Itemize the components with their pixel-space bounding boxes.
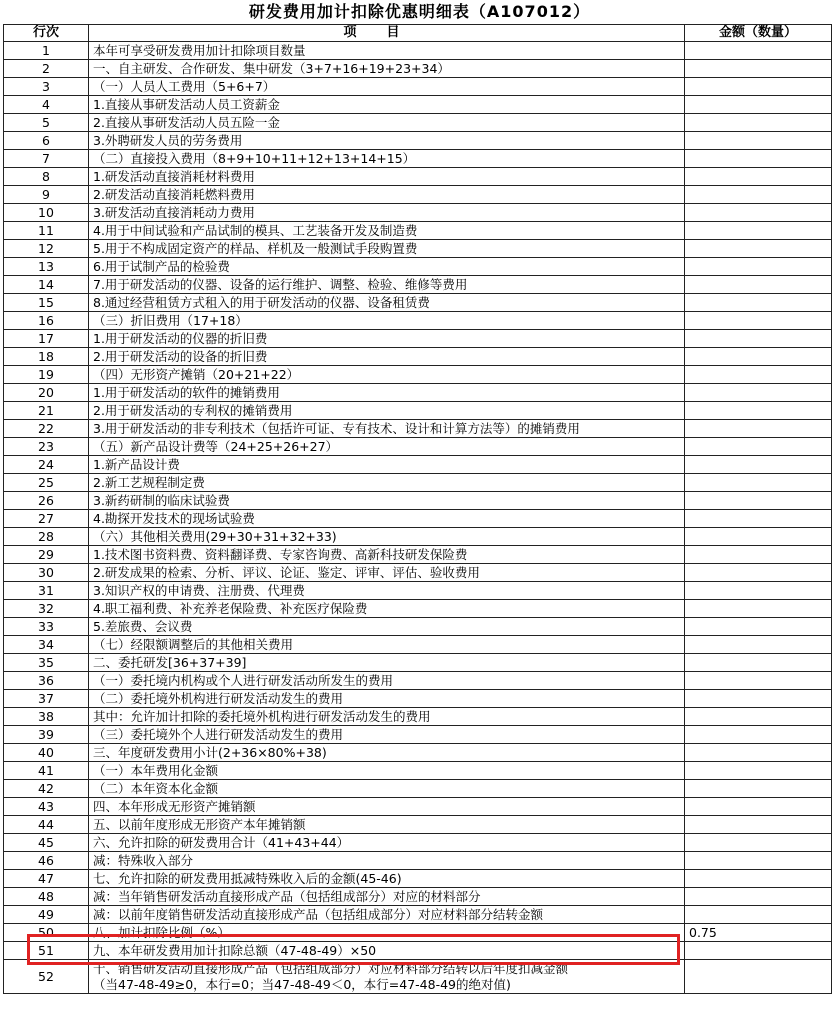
row-item-cell: 3.研发活动直接消耗动力费用 [89, 204, 685, 222]
table-row [4, 168, 832, 186]
table-row [4, 420, 832, 438]
row-amount-cell[interactable] [685, 168, 832, 186]
row-item-cell: （三）委托境外个人进行研发活动发生的费用 [89, 726, 685, 744]
row-item-cell: 3.知识产权的申请费、注册费、代理费 [89, 582, 685, 600]
table-row [4, 906, 832, 924]
table-row [4, 348, 832, 366]
row-item-cell: 2.研发成果的检索、分析、评议、论证、鉴定、评审、评估、验收费用 [89, 564, 685, 582]
table-row [4, 654, 832, 672]
row-amount-cell[interactable] [685, 852, 832, 870]
row-index-cell: 24 [4, 456, 89, 474]
row-index-cell: 17 [4, 330, 89, 348]
row-index-cell: 19 [4, 366, 89, 384]
row-amount-cell[interactable] [685, 960, 832, 994]
table-row [4, 510, 832, 528]
row-item-cell: （四）无形资产摊销（20+21+22） [89, 366, 685, 384]
table-body [4, 42, 832, 994]
row-item-cell: 1.研发活动直接消耗材料费用 [89, 168, 685, 186]
row-item-cell: 4.职工福利费、补充养老保险费、补充医疗保险费 [89, 600, 685, 618]
row-item-cell: （一）委托境内机构或个人进行研发活动所发生的费用 [89, 672, 685, 690]
row-amount-cell[interactable] [685, 888, 832, 906]
table-row [4, 888, 832, 906]
row-index-cell: 12 [4, 240, 89, 258]
row-amount-cell[interactable] [685, 942, 832, 960]
row-index-cell: 39 [4, 726, 89, 744]
row-amount-cell[interactable] [685, 708, 832, 726]
row-item-cell: 减：当年销售研发活动直接形成产品（包括组成部分）对应的材料部分 [89, 888, 685, 906]
table-row [4, 114, 832, 132]
row-amount-cell[interactable] [685, 222, 832, 240]
row-index-cell: 23 [4, 438, 89, 456]
row-item-cell: 三、年度研发费用小计(2+36×80%+38) [89, 744, 685, 762]
row-item-cell: 八、加计扣除比例（%） [89, 924, 685, 942]
row-index-cell: 7 [4, 150, 89, 168]
row-index-cell: 26 [4, 492, 89, 510]
table-row [4, 240, 832, 258]
table-row [4, 762, 832, 780]
table-row [4, 312, 832, 330]
row-item-cell: 1.技术图书资料费、资料翻译费、专家咨询费、高新科技研发保险费 [89, 546, 685, 564]
table-row [4, 942, 832, 960]
row-amount-cell[interactable] [685, 762, 832, 780]
row-index-cell: 8 [4, 168, 89, 186]
row-amount-cell[interactable] [685, 384, 832, 402]
row-amount-cell[interactable] [685, 582, 832, 600]
sheet-title: 研发费用加计扣除优惠明细表（A107012） [248, 2, 591, 21]
row-item-cell: 九、本年研发费用加计扣除总额（47-48-49）×50 [89, 942, 685, 960]
table-header-row [4, 25, 832, 42]
table-row [4, 366, 832, 384]
table-row [4, 708, 832, 726]
row-item-cell: 二、委托研发[36+37+39] [89, 654, 685, 672]
row-item-cell: （三）折旧费用（17+18） [89, 312, 685, 330]
row-index-cell: 18 [4, 348, 89, 366]
deduction-table [3, 24, 832, 994]
row-amount-cell[interactable] [685, 96, 832, 114]
row-amount-cell[interactable] [685, 870, 832, 888]
row-amount-cell[interactable] [685, 150, 832, 168]
row-index-cell: 30 [4, 564, 89, 582]
row-index-cell: 2 [4, 60, 89, 78]
row-item-cell: 五、以前年度形成无形资产本年摊销额 [89, 816, 685, 834]
row-amount-cell[interactable] [685, 780, 832, 798]
row-item-cell: （六）其他相关费用(29+30+31+32+33) [89, 528, 685, 546]
row-index-cell: 40 [4, 744, 89, 762]
row-index-cell: 42 [4, 780, 89, 798]
table-row [4, 132, 832, 150]
table-row [4, 726, 832, 744]
table-row [4, 834, 832, 852]
row-item-cell: 其中：允许加计扣除的委托境外机构进行研发活动发生的费用 [89, 708, 685, 726]
table-row [4, 150, 832, 168]
table-row [4, 546, 832, 564]
row-amount-cell[interactable] [685, 672, 832, 690]
row-index-cell: 52 [4, 960, 89, 994]
row-item-cell: 4.勘探开发技术的现场试验费 [89, 510, 685, 528]
row-amount-cell[interactable] [685, 204, 832, 222]
table-row [4, 294, 832, 312]
row-index-cell: 45 [4, 834, 89, 852]
row-index-cell: 4 [4, 96, 89, 114]
row-index-cell: 16 [4, 312, 89, 330]
row-index-cell: 48 [4, 888, 89, 906]
table-row [4, 186, 832, 204]
row-index-cell: 38 [4, 708, 89, 726]
row-index-cell: 15 [4, 294, 89, 312]
table-row [4, 528, 832, 546]
row-item-cell: 1.用于研发活动的仪器的折旧费 [89, 330, 685, 348]
row-amount-cell[interactable] [685, 564, 832, 582]
row-amount-cell[interactable] [685, 276, 832, 294]
row-amount-cell[interactable]: 0.75 [685, 924, 832, 942]
row-index-cell: 25 [4, 474, 89, 492]
header-amount: 金额（数量） [685, 25, 832, 42]
table-row [4, 60, 832, 78]
row-item-cell: 3.外聘研发人员的劳务费用 [89, 132, 685, 150]
row-item-cell: 1.新产品设计费 [89, 456, 685, 474]
row-index-cell: 14 [4, 276, 89, 294]
row-item-cell: 6.用于试制产品的检验费 [89, 258, 685, 276]
row-index-cell: 44 [4, 816, 89, 834]
row-amount-cell[interactable] [685, 906, 832, 924]
row-amount-cell[interactable] [685, 438, 832, 456]
table-row [4, 582, 832, 600]
row-item-cell: 2.直接从事研发活动人员五险一金 [89, 114, 685, 132]
row-item-cell: 8.通过经营租赁方式租入的用于研发活动的仪器、设备租赁费 [89, 294, 685, 312]
row-item-cell: 减：特殊收入部分 [89, 852, 685, 870]
row-index-cell: 27 [4, 510, 89, 528]
row-amount-cell[interactable] [685, 312, 832, 330]
row-item-cell: 5.用于不构成固定资产的样品、样机及一般测试手段购置费 [89, 240, 685, 258]
row-item-cell: 2.用于研发活动的专利权的摊销费用 [89, 402, 685, 420]
header-index: 行次 [4, 25, 89, 42]
table-row [4, 672, 832, 690]
row-amount-cell[interactable] [685, 330, 832, 348]
row-item-cell: （二）委托境外机构进行研发活动发生的费用 [89, 690, 685, 708]
row-index-cell: 22 [4, 420, 89, 438]
row-index-cell: 13 [4, 258, 89, 276]
row-amount-cell[interactable] [685, 348, 832, 366]
table-row [4, 636, 832, 654]
table-row [4, 744, 832, 762]
row-amount-cell[interactable] [685, 600, 832, 618]
table-row [4, 384, 832, 402]
table-row [4, 690, 832, 708]
row-index-cell: 11 [4, 222, 89, 240]
row-amount-cell[interactable] [685, 474, 832, 492]
row-amount-cell[interactable] [685, 366, 832, 384]
row-item-cell: （七）经限额调整后的其他相关费用 [89, 636, 685, 654]
table-row [4, 600, 832, 618]
row-item-cell: 7.用于研发活动的仪器、设备的运行维护、调整、检验、维修等费用 [89, 276, 685, 294]
table-row [4, 474, 832, 492]
row-item-cell: 2.研发活动直接消耗燃料费用 [89, 186, 685, 204]
table-row [4, 258, 832, 276]
row-index-cell: 33 [4, 618, 89, 636]
row-item-cell: 1.用于研发活动的软件的摊销费用 [89, 384, 685, 402]
table-row [4, 852, 832, 870]
row-amount-cell[interactable] [685, 834, 832, 852]
table-row [4, 960, 832, 994]
row-index-cell: 9 [4, 186, 89, 204]
row-index-cell: 35 [4, 654, 89, 672]
row-amount-cell[interactable] [685, 636, 832, 654]
table-row [4, 870, 832, 888]
row-index-cell: 20 [4, 384, 89, 402]
row-index-cell: 28 [4, 528, 89, 546]
table-row [4, 204, 832, 222]
table-row [4, 456, 832, 474]
row-item-cell: 一、自主研发、合作研发、集中研发（3+7+16+19+23+34） [89, 60, 685, 78]
header-item: 项目 [89, 25, 685, 42]
row-item-cell: 3.新药研制的临床试验费 [89, 492, 685, 510]
row-item-cell: （五）新产品设计费等（24+25+26+27） [89, 438, 685, 456]
row-index-cell: 49 [4, 906, 89, 924]
table-row [4, 924, 832, 942]
row-item-cell: 1.直接从事研发活动人员工资薪金 [89, 96, 685, 114]
row-amount-cell[interactable] [685, 690, 832, 708]
row-item-cell: 减：以前年度销售研发活动直接形成产品（包括组成部分）对应材料部分结转金额 [89, 906, 685, 924]
row-index-cell: 46 [4, 852, 89, 870]
row-item-cell [89, 960, 685, 994]
row-amount-cell[interactable] [685, 42, 832, 60]
row-amount-cell[interactable] [685, 654, 832, 672]
row-index-cell: 36 [4, 672, 89, 690]
row-amount-cell[interactable] [685, 726, 832, 744]
table-row [4, 402, 832, 420]
table-row [4, 798, 832, 816]
table-row [4, 330, 832, 348]
row-item-cell: 3.用于研发活动的非专利技术（包括许可证、专有技术、设计和计算方法等）的摊销费用 [89, 420, 685, 438]
row-item-line2: （当47-48-49≥0，本行=0；当47-48-49＜0，本行=47-48-49的绝对值) [93, 976, 511, 992]
table-row [4, 222, 832, 240]
row-amount-cell[interactable] [685, 798, 832, 816]
row-item-cell: 5.差旅费、会议费 [89, 618, 685, 636]
row-amount-cell[interactable] [685, 546, 832, 564]
row-amount-cell[interactable] [685, 456, 832, 474]
row-item-line1: 十、销售研发活动直接形成产品（包括组成部分）对应材料部分结转以后年度扣减金额 [93, 960, 569, 976]
table-row [4, 276, 832, 294]
row-item-cell: 本年可享受研发费用加计扣除项目数量 [89, 42, 685, 60]
row-index-cell: 3 [4, 78, 89, 96]
row-amount-cell[interactable] [685, 78, 832, 96]
row-amount-cell[interactable] [685, 510, 832, 528]
row-item-cell: （二）直接投入费用（8+9+10+11+12+13+14+15） [89, 150, 685, 168]
row-index-cell: 29 [4, 546, 89, 564]
row-item-cell: 4.用于中间试验和产品试制的模具、工艺装备开发及制造费 [89, 222, 685, 240]
table-row [4, 780, 832, 798]
row-amount-cell[interactable] [685, 420, 832, 438]
table-row [4, 492, 832, 510]
row-amount-cell[interactable] [685, 618, 832, 636]
row-index-cell: 51 [4, 942, 89, 960]
row-item-cell: 2.用于研发活动的设备的折旧费 [89, 348, 685, 366]
row-item-cell: （一）本年费用化金额 [89, 762, 685, 780]
row-item-cell: （二）本年资本化金额 [89, 780, 685, 798]
row-index-cell: 6 [4, 132, 89, 150]
table-row [4, 618, 832, 636]
row-item-cell: 七、允许扣除的研发费用抵减特殊收入后的金额(45-46) [89, 870, 685, 888]
row-amount-cell[interactable] [685, 744, 832, 762]
table-row [4, 438, 832, 456]
row-amount-cell[interactable] [685, 186, 832, 204]
row-index-cell: 32 [4, 600, 89, 618]
row-amount-cell[interactable] [685, 60, 832, 78]
row-index-cell: 21 [4, 402, 89, 420]
row-index-cell: 41 [4, 762, 89, 780]
row-amount-cell[interactable] [685, 240, 832, 258]
row-index-cell: 10 [4, 204, 89, 222]
row-amount-cell[interactable] [685, 114, 832, 132]
row-amount-cell[interactable] [685, 294, 832, 312]
row-amount-cell[interactable] [685, 258, 832, 276]
row-index-cell: 47 [4, 870, 89, 888]
row-index-cell: 34 [4, 636, 89, 654]
row-index-cell: 50 [4, 924, 89, 942]
row-amount-cell[interactable] [685, 528, 832, 546]
table-row [4, 816, 832, 834]
table-row [4, 42, 832, 60]
row-index-cell: 37 [4, 690, 89, 708]
row-index-cell: 43 [4, 798, 89, 816]
row-item-cell: 2.新工艺规程制定费 [89, 474, 685, 492]
row-item-cell: 六、允许扣除的研发费用合计（41+43+44） [89, 834, 685, 852]
row-index-cell: 5 [4, 114, 89, 132]
row-amount-cell[interactable] [685, 132, 832, 150]
row-item-cell: （一）人员人工费用（5+6+7） [89, 78, 685, 96]
table-row [4, 564, 832, 582]
row-index-cell: 1 [4, 42, 89, 60]
table-row [4, 78, 832, 96]
table-row [4, 96, 832, 114]
row-amount-cell[interactable] [685, 402, 832, 420]
row-index-cell: 31 [4, 582, 89, 600]
row-amount-cell[interactable] [685, 816, 832, 834]
row-item-cell: 四、本年形成无形资产摊销额 [89, 798, 685, 816]
row-amount-cell[interactable] [685, 492, 832, 510]
